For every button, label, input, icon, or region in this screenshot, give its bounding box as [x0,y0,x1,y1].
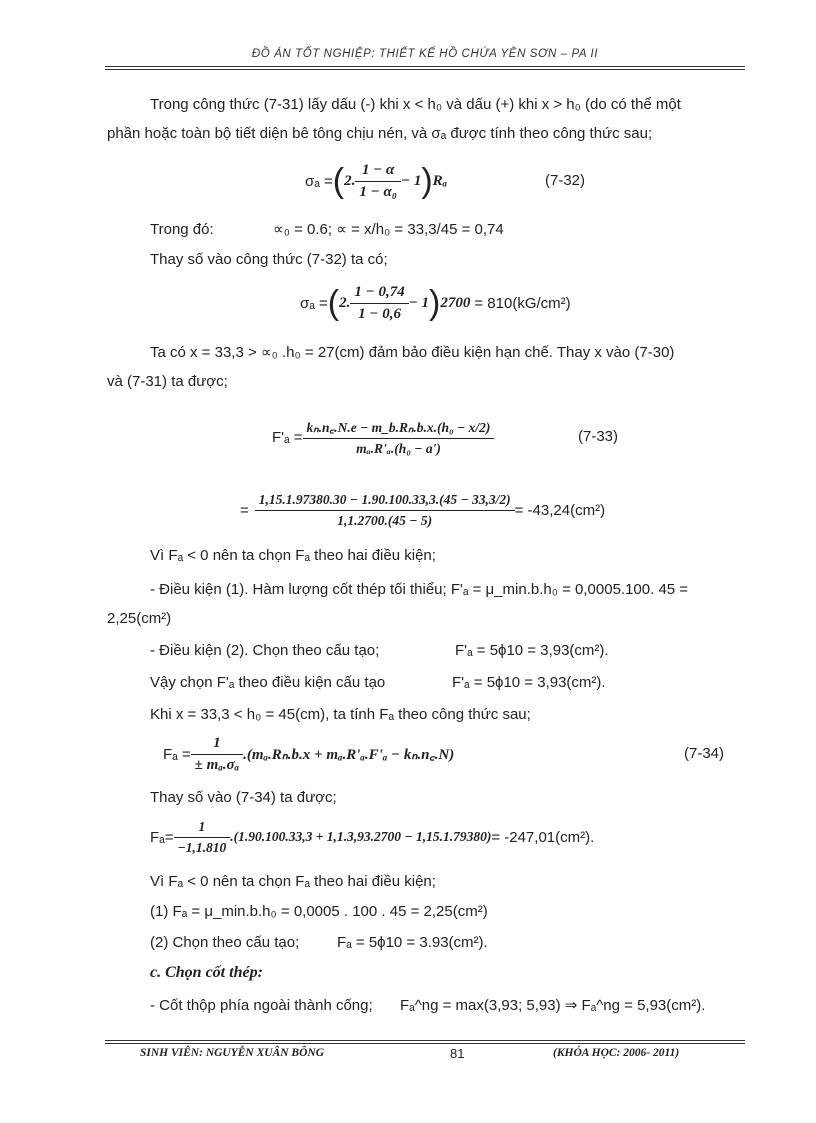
eq-tail: − 1 [408,294,430,311]
eq-lhs: Fₐ= [150,828,174,846]
condition-1: (1) Fₐ = μ_min.b.h₀ = 0,0005 . 100 . 45 = 2,25(cm²) [150,903,488,920]
eq-result: = -43,24(cm²) [514,501,606,519]
eq-tail: .(mₐ.Rₙ.b.x + mₐ.R'ₐ.F'ₐ − kₙ.n꜀.N) [243,747,455,763]
equation-7-32 [305,156,447,206]
equation-number-7-33: (7-33) [578,428,619,445]
paren-left: ( [332,162,345,200]
frac-num: 1 [191,735,243,755]
dieu-kien-2-value: F'ₐ = 5ϕ10 = 3,93(cm²). [455,642,609,659]
paragraph-sign-rule: Trong công thức (7-31) lấy dấu (-) khi x < h₀ và dấu (+) khi x > h₀ (do có thể một [150,96,681,113]
frac-den: 1 − α₀ [359,183,397,200]
vi-fa-line-2: Vì Fₐ < 0 nên ta chọn Fₐ theo hai điều kiện; [150,873,436,890]
page-header: ĐỒ ÁN TỐT NGHIỆP: THIẾT KẾ HỒ CHỨA YÊN SƠN – PA II [251,48,599,60]
trong-do-label: Trong đó: [150,221,214,238]
frac-den: 1,1.2700.(45 − 5) [337,512,433,528]
paragraph-sign-rule-cont: phần hoặc toàn bộ tiết diện bê tông chịu nén, và σₐ được tính theo công thức sau; [107,125,653,142]
final-line: - Cốt thộp phía ngoài thành cống; [150,997,373,1014]
eq-lhs: σₐ = [300,294,328,312]
eq-fraction [303,418,495,457]
vay-chon-value: F'ₐ = 5ϕ10 = 3,93(cm²). [452,674,606,691]
paren-left: ( [327,284,340,322]
eq-lhs: = [240,501,249,519]
khi-x-line: Khi x = 33,3 < h₀ = 45(cm), ta tính Fₐ theo công thức sau; [150,706,531,723]
eq-fraction [255,492,515,529]
condition-2-value: Fₐ = 5ϕ10 = 3.93(cm²). [337,934,488,951]
eq-tail: .(1.90.100.33,3 + 1,1.3,93.2700 − 1,15.1.79380) [230,829,492,844]
eq-lhs: F'ₐ = [272,428,303,446]
eq-r: Rₐ [432,172,448,189]
eq-fraction [350,284,408,323]
frac-num: 1,15.1.97380.30 − 1.90.100.33,3.(45 − 33,3/2) [255,492,515,511]
frac-den: −1,1.810 [177,839,227,855]
dieu-kien-2: - Điều kiện (2). Chọn theo cấu tạo; [150,642,380,659]
equation-7-34-substituted [150,815,594,859]
eq-fraction [174,819,231,856]
eq-lead: 2. [344,172,356,189]
final-line-value: Fₐ^ng = max(3,93; 5,93) ⇒ Fₐ^ng = 5,93(cm²). [400,997,706,1014]
paren-right: ) [429,284,441,322]
footer-student: SINH VIÊN: NGUYỄN XUÂN BÔNG [140,1047,325,1059]
eq-fraction [191,735,243,774]
eq-fraction [355,162,401,201]
equation-7-33-substituted [240,482,605,538]
equation-number-7-32: (7-32) [545,172,586,189]
eq-tail: − 1 [400,172,422,189]
header-rule-bottom [105,69,745,70]
eq-lhs: σₐ = [305,172,333,190]
paragraph-x-check: Ta có x = 33,3 > ∝₀ .h₀ = 27(cm) đảm bảo điều kiện hạn chế. Thay x vào (7-30) [150,344,675,361]
frac-den: ± mₐ.σₐ [194,756,240,773]
paragraph-x-check-cont: và (7-31) ta được; [107,373,228,390]
eq-lead: 2. [339,294,351,311]
vi-fa-line-1: Vì Fₐ < 0 nên ta chọn Fₐ theo hai điều kiện; [150,547,436,564]
frac-num: kₙ.n꜀.N.e − m_b.Rₙ.b.x.(h₀ − x/2) [303,418,495,439]
section-heading: c. Chọn cốt thép: [150,964,263,981]
equation-number-7-34: (7-34) [684,745,725,762]
footer-course: (KHÓA HỌC: 2006- 2011) [553,1047,680,1059]
footer-rule-top [105,1040,745,1041]
frac-den: 1 − 0,6 [358,305,401,322]
eq-result: = 810(kG/cm²) [474,294,571,312]
dieu-kien-1-cont: 2,25(cm²) [107,610,172,627]
frac-num: 1 [174,819,231,838]
condition-2: (2) Chọn theo cấu tạo; [150,934,300,951]
equation-7-33 [272,410,494,464]
page-number: 81 [450,1046,465,1061]
footer-rule-bottom [105,1043,745,1044]
eq-result: = -247,01(cm²). [491,828,595,846]
equation-7-32-substituted [300,278,571,328]
alpha-definition: ∝₀ = 0.6; ∝ = x/h₀ = 33,3/45 = 0,74 [273,221,504,238]
frac-den: mₐ.R'ₐ.(h₀ − a') [356,440,441,456]
equation-7-34 [163,730,454,778]
header-rule-top [105,66,745,67]
eq-lhs: Fₐ = [163,745,191,763]
paren-right: ) [421,162,433,200]
frac-num: 1 − α [355,162,401,182]
vay-chon-line: Vậy chọn F'ₐ theo điều kiện cấu tạo [150,674,386,691]
frac-num: 1 − 0,74 [350,284,408,304]
substitute-line-2: Thay số vào (7-34) ta được; [150,789,337,806]
dieu-kien-1: - Điều kiện (1). Hàm lượng cốt thép tối thiểu; F'ₐ = μ_min.b.h₀ = 0,0005.100. 45 = [150,581,689,598]
substitute-line-1: Thay số vào công thức (7-32) ta có; [150,251,388,268]
eq-r: 2700 [440,294,471,311]
